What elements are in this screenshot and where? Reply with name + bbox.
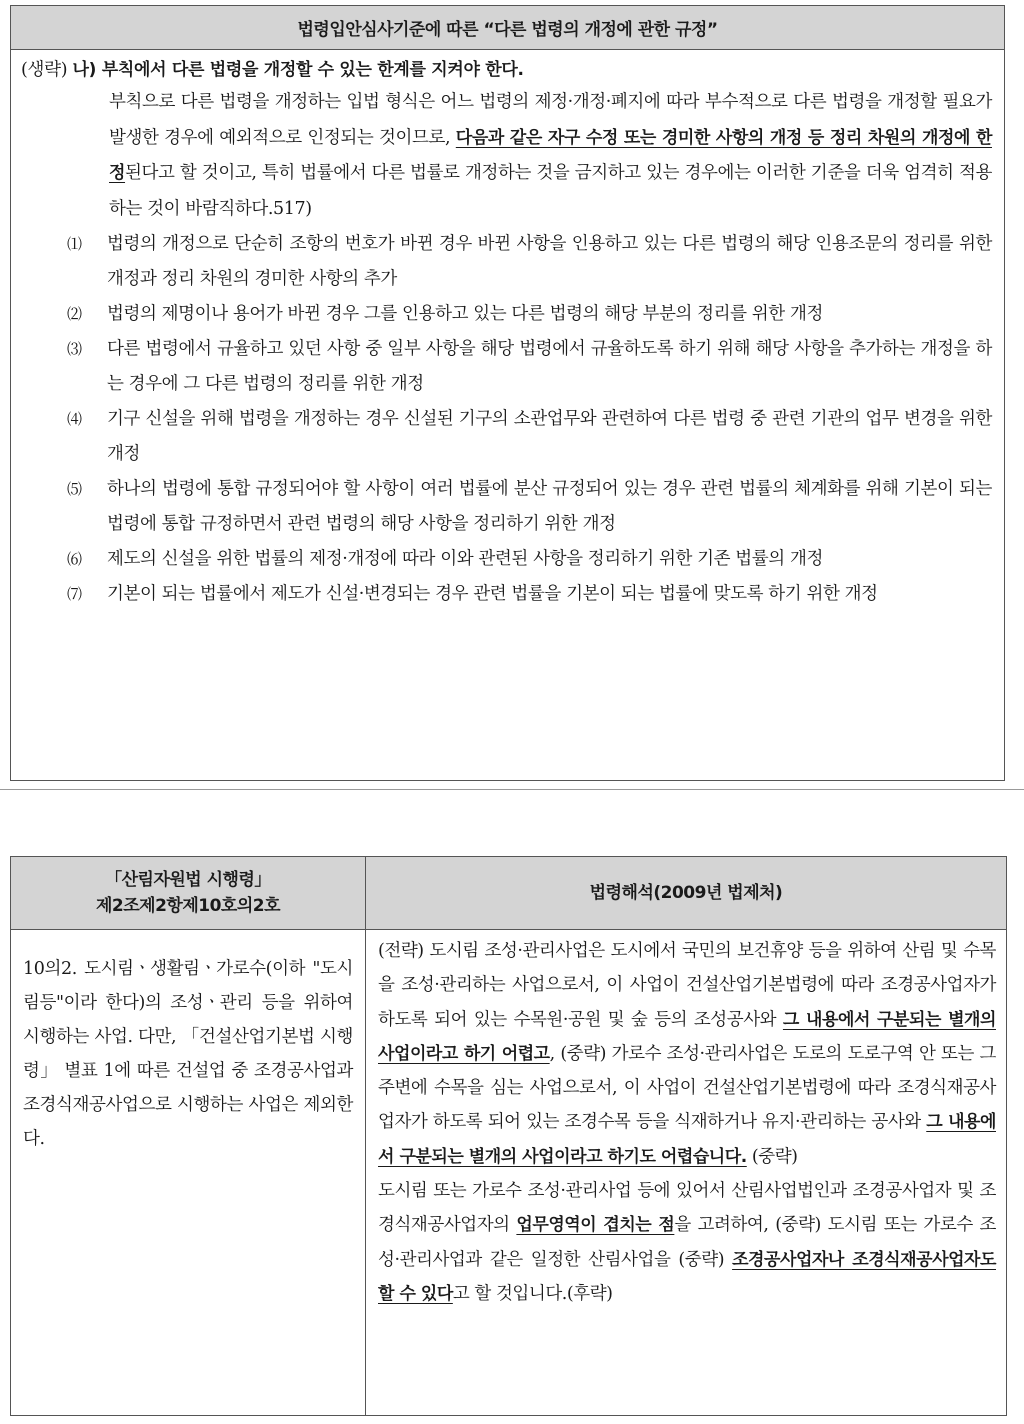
intro-underline: 다음과 같은 자구 수정 또는 경미한 사항의 개정 등 정리 차원의 개정에 한정	[109, 127, 992, 183]
p2-text-b: 을 고려하여, (중략) 도시림 또는 가로수 조성·관리사업과 같은 일정한 산림사업을 (중략)	[378, 1215, 996, 1270]
right-column-body	[366, 930, 1006, 1415]
p2-text-c: 고 할 것입니다.(후략)	[452, 1283, 613, 1304]
item-text: 다른 법령에서 규율하고 있던 사항 중 일부 사항을 해당 법령에서 규율하도록 하기 위해 해당 사항을 추가하는 개정을 하는 경우에 그 다른 법령의 정리를 위한 개정	[107, 339, 992, 394]
item-text: 법령의 제명이나 용어가 바뀐 경우 그를 인용하고 있는 다른 법령의 해당 부분의 정리를 위한 개정	[107, 304, 823, 324]
list-item	[21, 402, 992, 472]
top-box	[10, 5, 1005, 781]
left-header-line2: 제2조제2항제10호의2호	[95, 896, 281, 916]
section-prefix: (생략)	[21, 60, 73, 80]
left-header-line1: 「산림자원법 시행령」	[105, 870, 271, 890]
left-column-body	[11, 930, 366, 1415]
section-heading	[21, 55, 992, 85]
p2-underline-2: 조경공사업자나 조경식재공사업자도 할 수 있다	[378, 1249, 996, 1304]
item-text: 제도의 신설을 위한 법률의 제정·개정에 따라 이와 관련된 사항을 정리하기 위한 기존 법률의 개정	[107, 549, 823, 569]
item-list	[21, 227, 992, 612]
item-number: ⑶	[67, 340, 82, 358]
p1-text-a: (전략) 도시림 조성·관리사업은 도시에서 국민의 보건휴양 등을 위하여 산림 및 수목을 조성·관리하는 사업으로서, 이 사업이 건설산업기본법령에 따라 조경공사업자가 하도록 되어 있는 수목원·공원 및 숲 등의 조성공사와	[378, 941, 996, 1030]
item-number: ⑸	[67, 480, 82, 498]
item-number: ⑴	[67, 235, 82, 253]
p2-text-a: 도시림 또는 가로수 조성·관리사업 등에 있어서 산림사업법인과 조경공사업자 및 조경식재공사업자의	[378, 1181, 996, 1236]
p1-underline-1: 그 내용에서 구분되는 별개의 사업이라고 하기 어렵고	[378, 1009, 996, 1064]
intro-text-1: 부칙으로 다른 법령을 개정하는 입법 형식은 어느 법령의 제정·개정·폐지에 따라 부수적으로 다른 법령을 개정할 필요가 발생한 경우에 예외적으로 인정되는 것이므로,	[109, 92, 992, 148]
list-item	[21, 227, 992, 297]
right-column-header	[366, 857, 1006, 930]
p1-text-b: , (중략) 가로수 조성·관리사업은 도로의 도로구역 안 또는 그 주변에 수목을 심는 사업으로서, 이 사업이 건설산업기본법령에 따라 조경식재공사업자가 하도록 되어 있는 조경수목 등을 식재하거나 유지·관리하는 공사와	[378, 1043, 996, 1133]
list-item	[21, 577, 992, 612]
list-item	[21, 542, 992, 577]
interpretation-paragraph-2	[378, 1174, 996, 1311]
left-body-text: 10의2. 도시림ㆍ생활림ㆍ가로수(이하 "도시림등"이라 한다)의 조성ㆍ관리 등을 위하여 시행하는 사업. 다만, 「건설산업기본법 시행령」 별표 1에 따른 건설업 중 조경공사업과 조경식재공사업으로 시행하는 사업은 제외한다.	[23, 959, 353, 1149]
item-text: 하나의 법령에 통합 규정되어야 할 사항이 여러 법률에 분산 규정되어 있는 경우 관련 법률의 체계화를 위해 기본이 되는 법령에 통합 규정하면서 관련 법령의 해당 사항을 정리하기 위한 개정	[107, 479, 992, 534]
item-number: ⑵	[67, 305, 82, 323]
left-column-header	[11, 857, 366, 930]
item-text: 법령의 개정으로 단순히 조항의 번호가 바뀐 경우 바뀐 사항을 인용하고 있는 다른 법령의 해당 인용조문의 정리를 위한 개정과 정리 차원의 경미한 사항의 추가	[107, 234, 992, 289]
p2-underline-1: 업무영역이 겹치는 점	[516, 1215, 675, 1236]
top-box-body	[11, 50, 1004, 612]
list-item	[21, 297, 992, 332]
list-item	[21, 472, 992, 542]
top-box-header: 법령입안심사기준에 따른 “다른 법령의 개정에 관한 규정”	[11, 6, 1004, 50]
item-number: ⑹	[67, 550, 82, 568]
p1-underline-2: 그 내용에서 구분되는 별개의 사업이라고 하기도 어렵습니다.	[378, 1112, 996, 1167]
p1-text-c: (중략)	[746, 1146, 798, 1167]
item-number: ⑺	[67, 585, 82, 603]
item-text: 기구 신설을 위해 법령을 개정하는 경우 신설된 기구의 소관업무와 관련하여 다른 법령 중 관련 기관의 업무 변경을 위한 개정	[107, 409, 992, 464]
section-divider	[0, 789, 1024, 790]
item-text: 기본이 되는 법률에서 제도가 신설·변경되는 경우 관련 법률을 기본이 되는 법률에 맞도록 하기 위한 개정	[107, 584, 878, 604]
comparison-table	[10, 856, 1007, 1416]
list-item	[21, 332, 992, 402]
intro-paragraph	[29, 85, 992, 227]
item-number: ⑷	[67, 410, 82, 428]
interpretation-paragraph-1	[378, 934, 996, 1174]
right-header-text: 법령해석(2009년 법제처)	[589, 883, 783, 903]
section-heading-text: 나) 부칙에서 다른 법령을 개정할 수 있는 한계를 지켜야 한다.	[72, 60, 524, 80]
intro-text-2: 된다고 할 것이고, 특히 법률에서 다른 법률로 개정하는 것을 금지하고 있는 경우에는 이러한 기준을 더욱 엄격히 적용하는 것이 바람직하다.517)	[109, 163, 992, 219]
